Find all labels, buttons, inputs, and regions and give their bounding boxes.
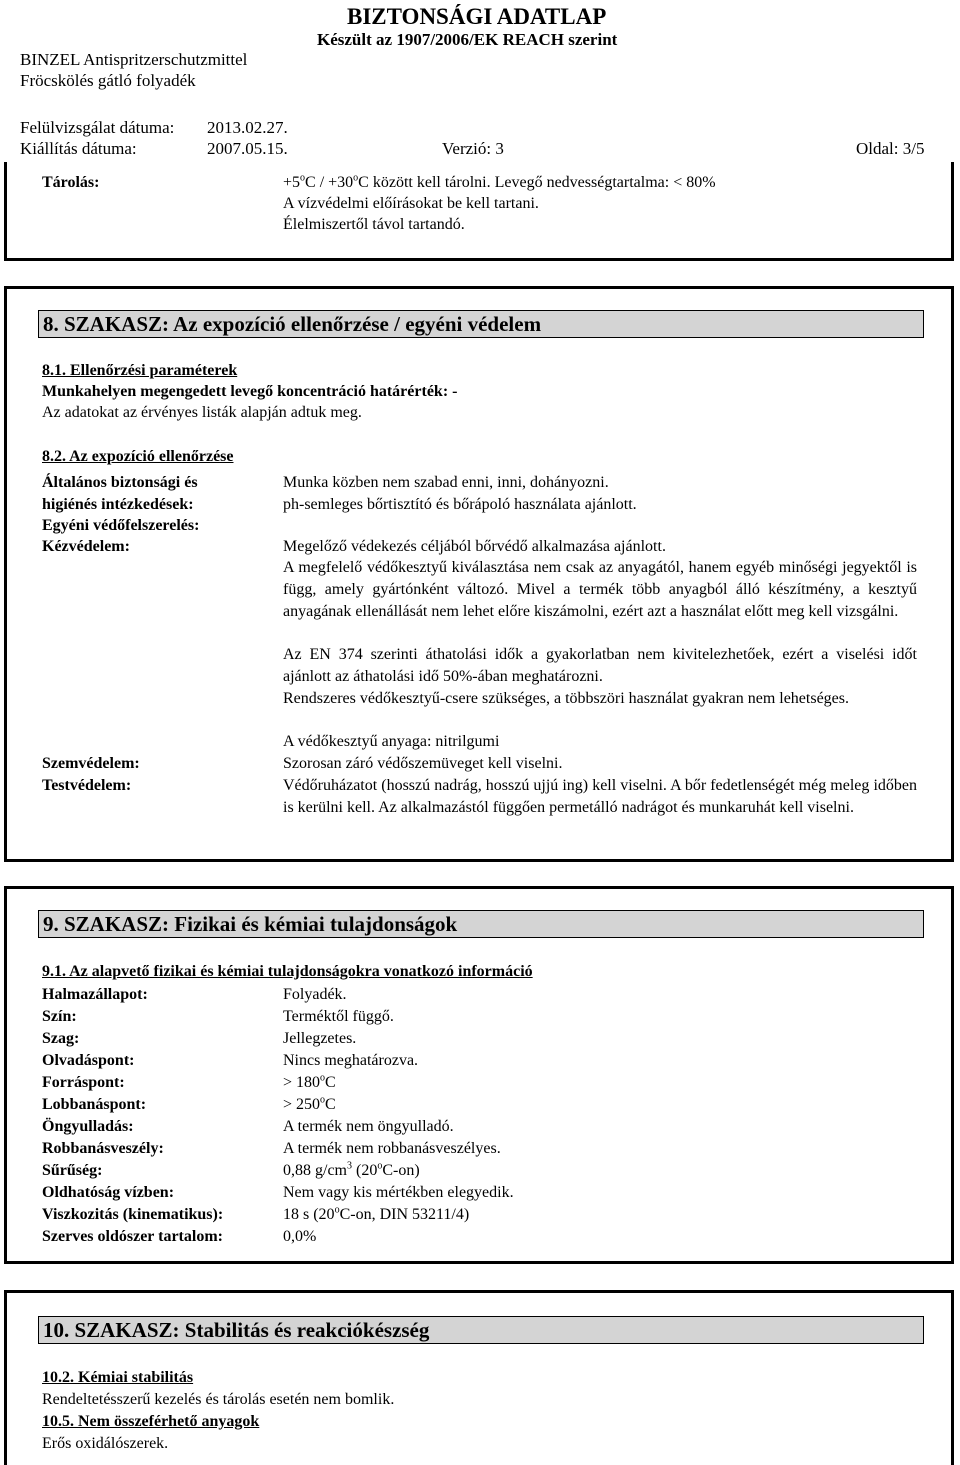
general-measures-label: Általános biztonsági és bbox=[42, 474, 198, 491]
property-label: Olvadáspont: bbox=[42, 1052, 135, 1069]
issue-date-label: Kiállítás dátuma: bbox=[20, 139, 137, 158]
storage-temp-max: C / +30 bbox=[305, 174, 354, 191]
document-title: BIZTONSÁGI ADATLAP bbox=[347, 4, 607, 29]
degree-sup: o bbox=[300, 172, 306, 184]
degree-sup: o bbox=[320, 1072, 326, 1084]
section-8-2-heading: 8.2. Az expozíció ellenőrzése bbox=[42, 448, 234, 465]
general-measures-text: Munka közben nem szabad enni, inni, dohányozni. bbox=[283, 474, 609, 491]
storage-line-2: A vízvédelmi előírásokat be kell tartani. bbox=[283, 195, 539, 212]
hand-protection-text-4: Rendszeres védőkesztyű-csere szükséges, a többszöri használat gyakran nem lehetséges. bbox=[283, 690, 850, 707]
ppe-label: Egyéni védőfelszerelés: bbox=[42, 517, 200, 534]
property-value: Nincs meghatározva. bbox=[283, 1052, 419, 1069]
value-part: > 250 bbox=[283, 1096, 321, 1113]
section-9-title: 9. SZAKASZ: Fizikai és kémiai tulajdonságok bbox=[38, 910, 924, 938]
hand-protection-text-2: A megfelelő védőkesztyű kiválasztása nem csak az anyagától, hanem egyéb minőségi jegyektől is függ, amely gyártónként változó. Mivel a termék több anyagból álló készítmény, a kesztyű anyagának ellenállását nem lehet előre kiszámolni, ezért azt a használat előtt meg kell vizsgálni. bbox=[283, 559, 917, 620]
property-label: Oldhatóság vízben: bbox=[42, 1184, 175, 1201]
section-10-5-heading: 10.5. Nem összeférhető anyagok bbox=[42, 1413, 260, 1430]
property-value bbox=[283, 1160, 420, 1182]
property-value: Nem vagy kis mértékben elegyedik. bbox=[283, 1184, 514, 1201]
superscript: 3 bbox=[347, 1160, 352, 1172]
property-label: Halmazállapot: bbox=[42, 986, 148, 1003]
storage-label: Tárolás: bbox=[42, 174, 100, 191]
product-description: Fröcskölés gátló folyadék bbox=[20, 71, 196, 90]
general-measures-text-2: ph-semleges bőrtisztító és bőrápoló használata ajánlott. bbox=[283, 496, 637, 513]
property-value: Folyadék. bbox=[283, 986, 347, 1003]
body-protection-text: Védőruházatot (hosszú nadrág, hosszú ujjú ing) kell viselni. A bőr fedetlenségét még meleg időben is kerülni kell. Az alkalmazástól függően permetálló nadrágot és munkaruhát kell viselni. bbox=[283, 777, 917, 816]
hand-protection-text-1: Megelőző védekezés céljából bőrvédő alkalmazása ajánlott. bbox=[283, 538, 666, 555]
revision-date-label: Felülvizsgálat dátuma: bbox=[20, 118, 175, 137]
property-label: Öngyulladás: bbox=[42, 1118, 134, 1135]
property-value bbox=[283, 1094, 336, 1116]
value-part: C bbox=[325, 1096, 336, 1113]
value-part: > 180 bbox=[283, 1074, 321, 1091]
incompatible-materials-text: Erős oxidálószerek. bbox=[42, 1435, 169, 1452]
document-subtitle: Készült az 1907/2006/EK REACH szerint bbox=[317, 30, 618, 49]
storage-line-3: Élelmiszertől távol tartandó. bbox=[283, 216, 465, 233]
section-10-2-heading: 10.2. Kémiai stabilitás bbox=[42, 1369, 194, 1386]
value-part: 18 s (20 bbox=[283, 1206, 335, 1223]
value-part: C-on, DIN 53211/4) bbox=[339, 1206, 470, 1223]
section-10-title: 10. SZAKASZ: Stabilitás és reakciókészség bbox=[38, 1316, 924, 1344]
hand-protection-text-3: Az EN 374 szerinti áthatolási idők a gyakorlatban nem kivitelezhetőek, ezért a viselési időt ajánlott az áthatolási idő 50%-ában meghatározni. bbox=[283, 646, 917, 685]
storage-temperature bbox=[283, 172, 716, 194]
degree-sup: o bbox=[320, 1094, 326, 1106]
property-label: Szín: bbox=[42, 1008, 77, 1025]
property-value bbox=[283, 1204, 469, 1226]
property-value: A termék nem robbanásveszélyes. bbox=[283, 1140, 501, 1157]
value-part: C-on) bbox=[382, 1162, 420, 1179]
property-label: Szag: bbox=[42, 1030, 80, 1047]
degree-sup: o bbox=[353, 172, 359, 184]
section-8-1-heading: 8.1. Ellenőrzési paraméterek bbox=[42, 362, 238, 379]
chemical-stability-text: Rendeltetésszerű kezelés és tárolás esetén nem bomlik. bbox=[42, 1391, 395, 1408]
section-8-title: 8. SZAKASZ: Az expozíció ellenőrzése / egyéni védelem bbox=[38, 310, 924, 338]
property-label: Szerves oldószer tartalom: bbox=[42, 1228, 223, 1245]
page-number: Oldal: 3/5 bbox=[856, 139, 925, 158]
value-part: C bbox=[325, 1074, 336, 1091]
value-part: 0,88 g/cm bbox=[283, 1162, 347, 1179]
property-value: Jellegzetes. bbox=[283, 1030, 357, 1047]
section-9-1-heading: 9.1. Az alapvető fizikai és kémiai tulajdonságokra vonatkozó információ bbox=[42, 963, 533, 980]
property-label: Lobbanáspont: bbox=[42, 1096, 147, 1113]
value-part: (20 bbox=[352, 1162, 378, 1179]
property-label: Viszkozitás (kinematikus): bbox=[42, 1206, 224, 1223]
degree-sup: o bbox=[334, 1204, 340, 1216]
glove-material: A védőkesztyű anyaga: nitrilgumi bbox=[283, 733, 500, 750]
body-protection-label: Testvédelem: bbox=[42, 777, 132, 794]
exposure-limit: Munkahelyen megengedett levegő koncentráció határérték: - bbox=[42, 383, 458, 400]
product-name: BINZEL Antispritzerschutzmittel bbox=[20, 50, 248, 69]
property-value: 0,0% bbox=[283, 1228, 317, 1245]
property-label: Forráspont: bbox=[42, 1074, 125, 1091]
eye-protection-text: Szorosan záró védőszemüveget kell viselni. bbox=[283, 755, 563, 772]
property-value bbox=[283, 1072, 336, 1094]
hand-protection-label: Kézvédelem: bbox=[42, 538, 130, 555]
property-value: A termék nem öngyulladó. bbox=[283, 1118, 454, 1135]
property-label: Robbanásveszély: bbox=[42, 1140, 164, 1157]
storage-temp-min: +5 bbox=[283, 174, 301, 191]
exposure-note: Az adatokat az érvényes listák alapján adtuk meg. bbox=[42, 404, 362, 421]
property-value: Terméktől függő. bbox=[283, 1008, 394, 1025]
storage-humidity: C között kell tárolni. Levegő nedvességtartalma: < 80% bbox=[358, 174, 716, 191]
revision-date: 2013.02.27. bbox=[207, 118, 288, 137]
issue-date: 2007.05.15. bbox=[207, 139, 288, 158]
version: Verzió: 3 bbox=[442, 139, 504, 158]
general-measures-label-2: higiénés intézkedések: bbox=[42, 496, 194, 513]
property-label: Sűrűség: bbox=[42, 1162, 103, 1179]
degree-sup: o bbox=[377, 1160, 383, 1172]
eye-protection-label: Szemvédelem: bbox=[42, 755, 140, 772]
